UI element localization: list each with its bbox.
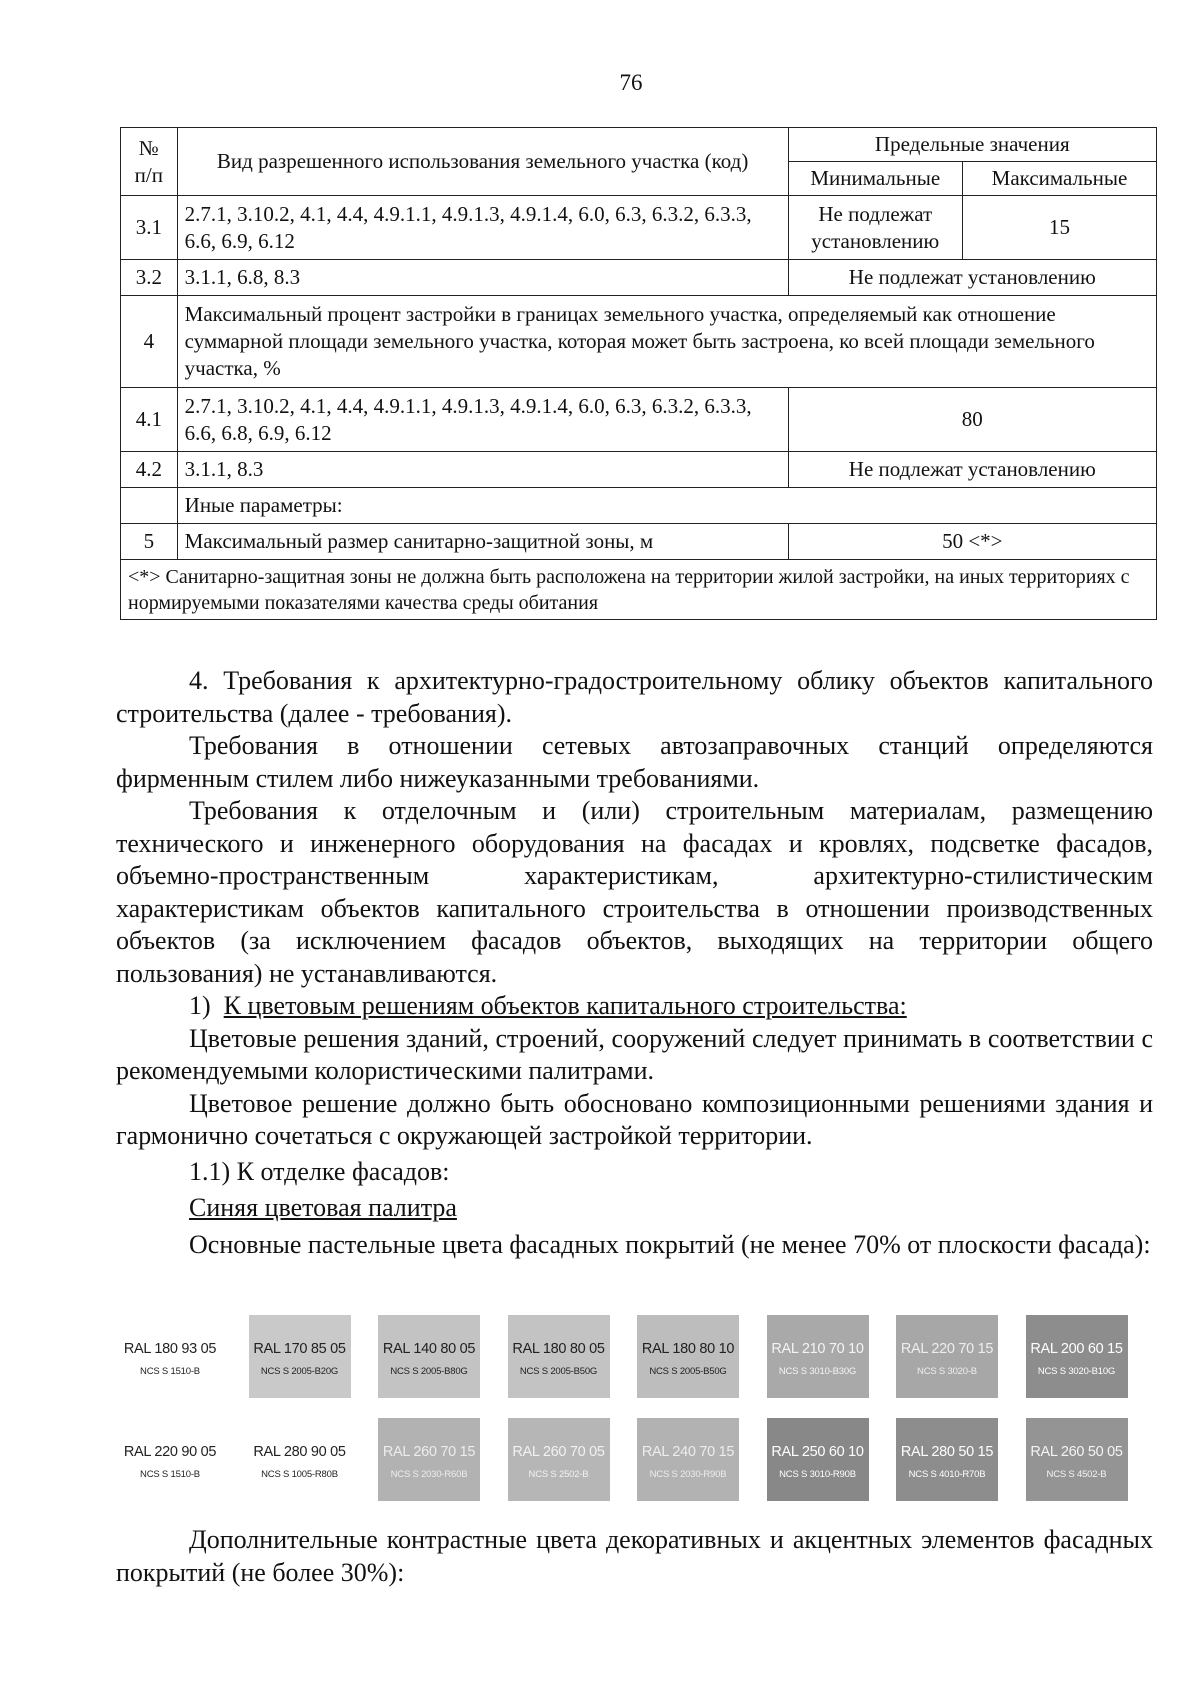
swatch-ral-code: RAL 180 80 10 xyxy=(641,1341,735,1357)
header-limits: Предельные значения xyxy=(788,128,1156,162)
table-row xyxy=(121,260,1157,296)
row-value: 50 <*> xyxy=(788,524,1156,560)
swatch-ral-code: RAL 260 50 05 xyxy=(1030,1444,1123,1460)
row-value: Не подлежат установлению xyxy=(788,452,1156,488)
color-swatch xyxy=(508,1418,610,1501)
color-solutions-heading: К цветовым решениям объектов капитального строительства: xyxy=(223,991,907,1020)
swatch-ral-code: RAL 280 50 15 xyxy=(900,1444,994,1460)
swatch-ncs-code: NCS S 2030-R90B xyxy=(649,1469,727,1480)
table-row xyxy=(121,452,1157,488)
swatch-ral-code: RAL 180 80 05 xyxy=(512,1341,605,1357)
paragraph-heading: 1.1) К отделке фасадов: xyxy=(189,1156,450,1186)
table-row xyxy=(121,524,1157,560)
row-max: 15 xyxy=(962,196,1156,260)
parameters-table xyxy=(120,127,1157,620)
color-swatch xyxy=(767,1315,869,1398)
color-swatch xyxy=(119,1315,221,1398)
paragraph: Основные пастельные цвета фасадных покрытий (не менее 70% от плоскости фасада): xyxy=(189,1229,1151,1259)
swatch-ral-code: RAL 250 60 10 xyxy=(771,1444,864,1460)
swatch-ncs-code: NCS S 1510-B xyxy=(140,1469,200,1480)
swatch-ncs-code: NCS S 3020-B10G xyxy=(1037,1366,1116,1377)
page-number: 76 xyxy=(619,70,643,95)
swatch-ncs-code: NCS S 2502-B xyxy=(528,1469,589,1480)
row-codes: 2.7.1, 3.10.2, 4.1, 4.4, 4.9.1.1, 4.9.1.3, 4.9.1.4, 6.0, 6.3, 6.3.2, 6.3.3, 6.6, 6.9, 6.12 xyxy=(177,196,788,260)
color-swatch xyxy=(1026,1418,1128,1501)
header-max: Максимальные xyxy=(962,162,1156,196)
swatch-ral-code: RAL 220 70 15 xyxy=(900,1341,994,1357)
row-num: 4.2 xyxy=(121,452,178,488)
table-row xyxy=(121,196,1157,260)
swatch-ncs-code: NCS S 1510-B xyxy=(140,1366,200,1377)
paragraph-heading xyxy=(116,990,1153,1023)
header-num: № п/п xyxy=(121,128,178,196)
swatch-ncs-code: NCS S 2030-R60B xyxy=(390,1469,468,1480)
row-num: 5 xyxy=(121,524,178,560)
row-codes: 3.1.1, 8.3 xyxy=(177,452,788,488)
header-kind: Вид разрешенного использования земельного участка (код) xyxy=(177,128,788,196)
swatch-ral-code: RAL 210 70 10 xyxy=(771,1341,864,1357)
swatch-ral-code: RAL 220 90 05 xyxy=(123,1444,217,1460)
table-row xyxy=(121,388,1157,452)
swatch-ncs-code: NCS S 2005-B50G xyxy=(519,1366,598,1377)
swatch-ral-code: RAL 260 70 15 xyxy=(382,1444,476,1460)
header-min: Минимальные xyxy=(788,162,962,196)
swatch-ral-code: RAL 180 93 05 xyxy=(123,1341,217,1357)
swatch-ral-code: RAL 170 85 05 xyxy=(253,1341,346,1357)
color-swatch xyxy=(896,1315,998,1398)
color-swatch xyxy=(767,1418,869,1501)
swatch-ncs-code: NCS S 3010-R90B xyxy=(779,1469,856,1480)
table-row xyxy=(121,296,1157,388)
swatch-ncs-code: NCS S 2005-B50G xyxy=(649,1366,727,1377)
swatch-ncs-code: NCS S 4010-R70B xyxy=(908,1469,986,1480)
swatch-ncs-code: NCS S 2005-B20G xyxy=(260,1366,339,1377)
color-swatch xyxy=(249,1418,351,1501)
row-codes: 2.7.1, 3.10.2, 4.1, 4.4, 4.9.1.1, 4.9.1.3, 4.9.1.4, 6.0, 6.3, 6.3.2, 6.3.3, 6.6, 6.8, 6.9, 6.12 xyxy=(177,388,788,452)
list-number: 1) xyxy=(189,991,211,1020)
paragraph: 4. Требования к архитектурно-градостроительному облику объектов капитального строительства (далее - требования). xyxy=(116,666,1153,728)
row-text: Максимальный процент застройки в границах земельного участка, определяемый как отношение суммарной площади земельного участка, которая может быть застроена, ко всей площади земельного участка, % xyxy=(177,296,1156,388)
color-swatch xyxy=(637,1315,739,1398)
paragraph: Требования к отделочным и (или) строительным материалам, размещению технического и инженерного оборудования на фасадах и кровлях, подсветке фасадов, объемно-пространственным характеристикам, архитектурно-стилистическим характеристикам объектов капитального строительства в отношении производственных объектов (за исключением фасадов объектов, выходящих на территории общего пользования) не устанавливаются. xyxy=(116,796,1153,988)
color-swatch xyxy=(119,1418,221,1501)
row-num: 3.1 xyxy=(121,196,178,260)
body-text-tail xyxy=(116,1524,1153,1589)
paragraph: Требования в отношении сетевых автозаправочных станций определяются фирменным стилем либо нижеуказанными требованиями. xyxy=(116,731,1153,793)
row-num: 3.2 xyxy=(121,260,178,296)
color-swatch xyxy=(378,1315,480,1398)
body-text xyxy=(116,665,1153,1261)
row-min: Не подлежат установлению xyxy=(788,196,962,260)
color-swatch xyxy=(249,1315,351,1398)
swatch-ral-code: RAL 140 80 05 xyxy=(382,1341,476,1357)
row-num: 4.1 xyxy=(121,388,178,452)
color-swatch xyxy=(378,1418,480,1501)
swatch-ncs-code: NCS S 1005-R80B xyxy=(261,1469,338,1480)
color-swatch xyxy=(508,1315,610,1398)
color-swatch xyxy=(896,1418,998,1501)
swatch-ral-code: RAL 200 60 15 xyxy=(1030,1341,1123,1357)
color-palette xyxy=(116,1312,1162,1507)
table-footnote: <*> Санитарно-защитная зоны не должна быть расположена на территории жилой застройки, на иных территориях с нормируемыми показателями качества среды обитания xyxy=(121,560,1157,620)
row-value: Не подлежат установлению xyxy=(788,260,1156,296)
swatch-ral-code: RAL 240 70 15 xyxy=(641,1444,735,1460)
row-num: 4 xyxy=(121,296,178,388)
swatch-ral-code: RAL 260 70 05 xyxy=(512,1444,605,1460)
row-text: Максимальный размер санитарно-защитной зоны, м xyxy=(177,524,788,560)
color-swatch xyxy=(1026,1315,1128,1398)
paragraph: Цветовые решения зданий, строений, сооружений следует принимать в соответствии с рекомендуемыми колористическими палитрами. xyxy=(116,1023,1153,1085)
swatch-ncs-code: NCS S 3010-B30G xyxy=(778,1366,857,1377)
row-value: 80 xyxy=(788,388,1156,452)
swatch-ral-code: RAL 280 90 05 xyxy=(253,1444,346,1460)
table-row xyxy=(121,488,1157,524)
paragraph: Цветовое решение должно быть обосновано композиционными решениями здания и гармонично сочетаться с окружающей застройкой территории. xyxy=(116,1088,1153,1150)
row-text: Иные параметры: xyxy=(177,488,1156,524)
paragraph: Дополнительные контрастные цвета декоративных и акцентных элементов фасадных покрытий (не более 30%): xyxy=(116,1525,1153,1587)
palette-title: Синяя цветовая палитра xyxy=(189,1193,457,1222)
swatch-ncs-code: NCS S 4502-B xyxy=(1046,1469,1107,1480)
color-swatch xyxy=(637,1418,739,1501)
row-codes: 3.1.1, 6.8, 8.3 xyxy=(177,260,788,296)
swatch-ncs-code: NCS S 3020-B xyxy=(917,1366,977,1377)
swatch-ncs-code: NCS S 2005-B80G xyxy=(390,1366,468,1377)
